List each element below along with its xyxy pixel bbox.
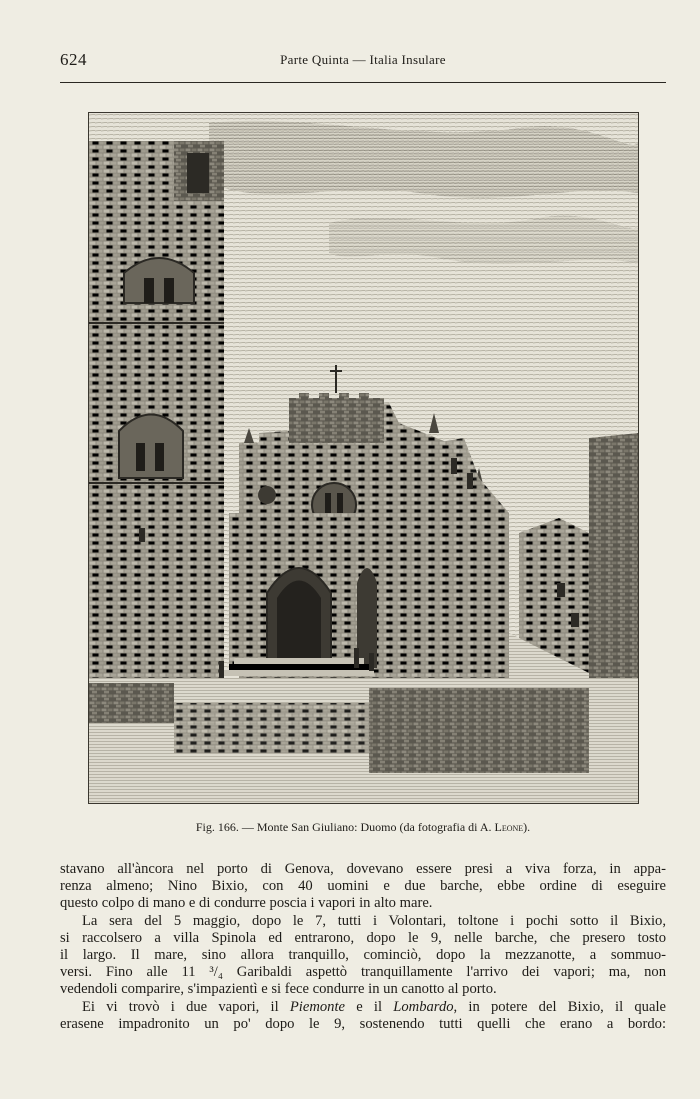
page-header [60, 50, 666, 74]
text-segment: , in potere del Bixio, il quale [453, 998, 666, 1015]
caption-end: ). [523, 820, 531, 834]
text-line: vedendoli comparire, s'impazientì e si fece condurre in un canotto al porto. [60, 981, 497, 998]
text-line [60, 999, 666, 1016]
ship-name-lombardo: Lombardo [393, 998, 454, 1015]
text-line: renza almeno; Nino Bixio, con 40 uomini e due barche, ebbe ordine di eseguire [60, 878, 666, 895]
header-rule [60, 82, 666, 83]
body-text [60, 861, 666, 1033]
text-line: stavano all'àncora nel porto di Genova, dovevano essere presi a viva forza, in appa- [60, 861, 666, 877]
page-number: 624 [60, 50, 87, 69]
figure-engraving [88, 112, 639, 804]
text-line: questo colpo di mano e di condurre poscia i vapori in alto mare. [60, 895, 433, 912]
caption-author: Leone [494, 820, 524, 834]
text-line: La sera del 5 maggio, dopo le 7, tutti i Volontari, toltone i pochi sotto il Bixio, [82, 912, 666, 929]
text-segment: Ei vi trovò i due vapori, il [82, 998, 290, 1015]
paragraph-3 [60, 999, 666, 1033]
paragraph-1 [60, 861, 666, 913]
cathedral-engraving-illustration [89, 113, 638, 803]
caption-text: Fig. 166. — Monte San Giuliano: Duomo (da fotografia di A. [195, 820, 495, 834]
paragraph-2 [60, 913, 666, 999]
text-line: il largo. Il mare, sino allora tranquillo, cominciò, dopo la mezzanotte, a sommuo- [60, 947, 666, 964]
ship-name-piemonte: Piemonte [289, 998, 345, 1015]
text-segment: e il [345, 998, 394, 1015]
text-line: versi. Fino alle 11 ³/₄ Garibaldi aspettò tranquillamente l'arrivo dei vapori; ma, non [60, 964, 666, 981]
running-head: Parte Quinta — Italia Insulare [280, 52, 446, 67]
figure-caption [60, 820, 666, 835]
text-line: si raccolsero a villa Spinola ed entrarono, dopo le 9, nelle barche, che presero tosto [60, 929, 666, 946]
text-line: erasene impadronito un po' dopo le 9, sostenendo tutti quelli che erano a bordo: [60, 1015, 666, 1032]
